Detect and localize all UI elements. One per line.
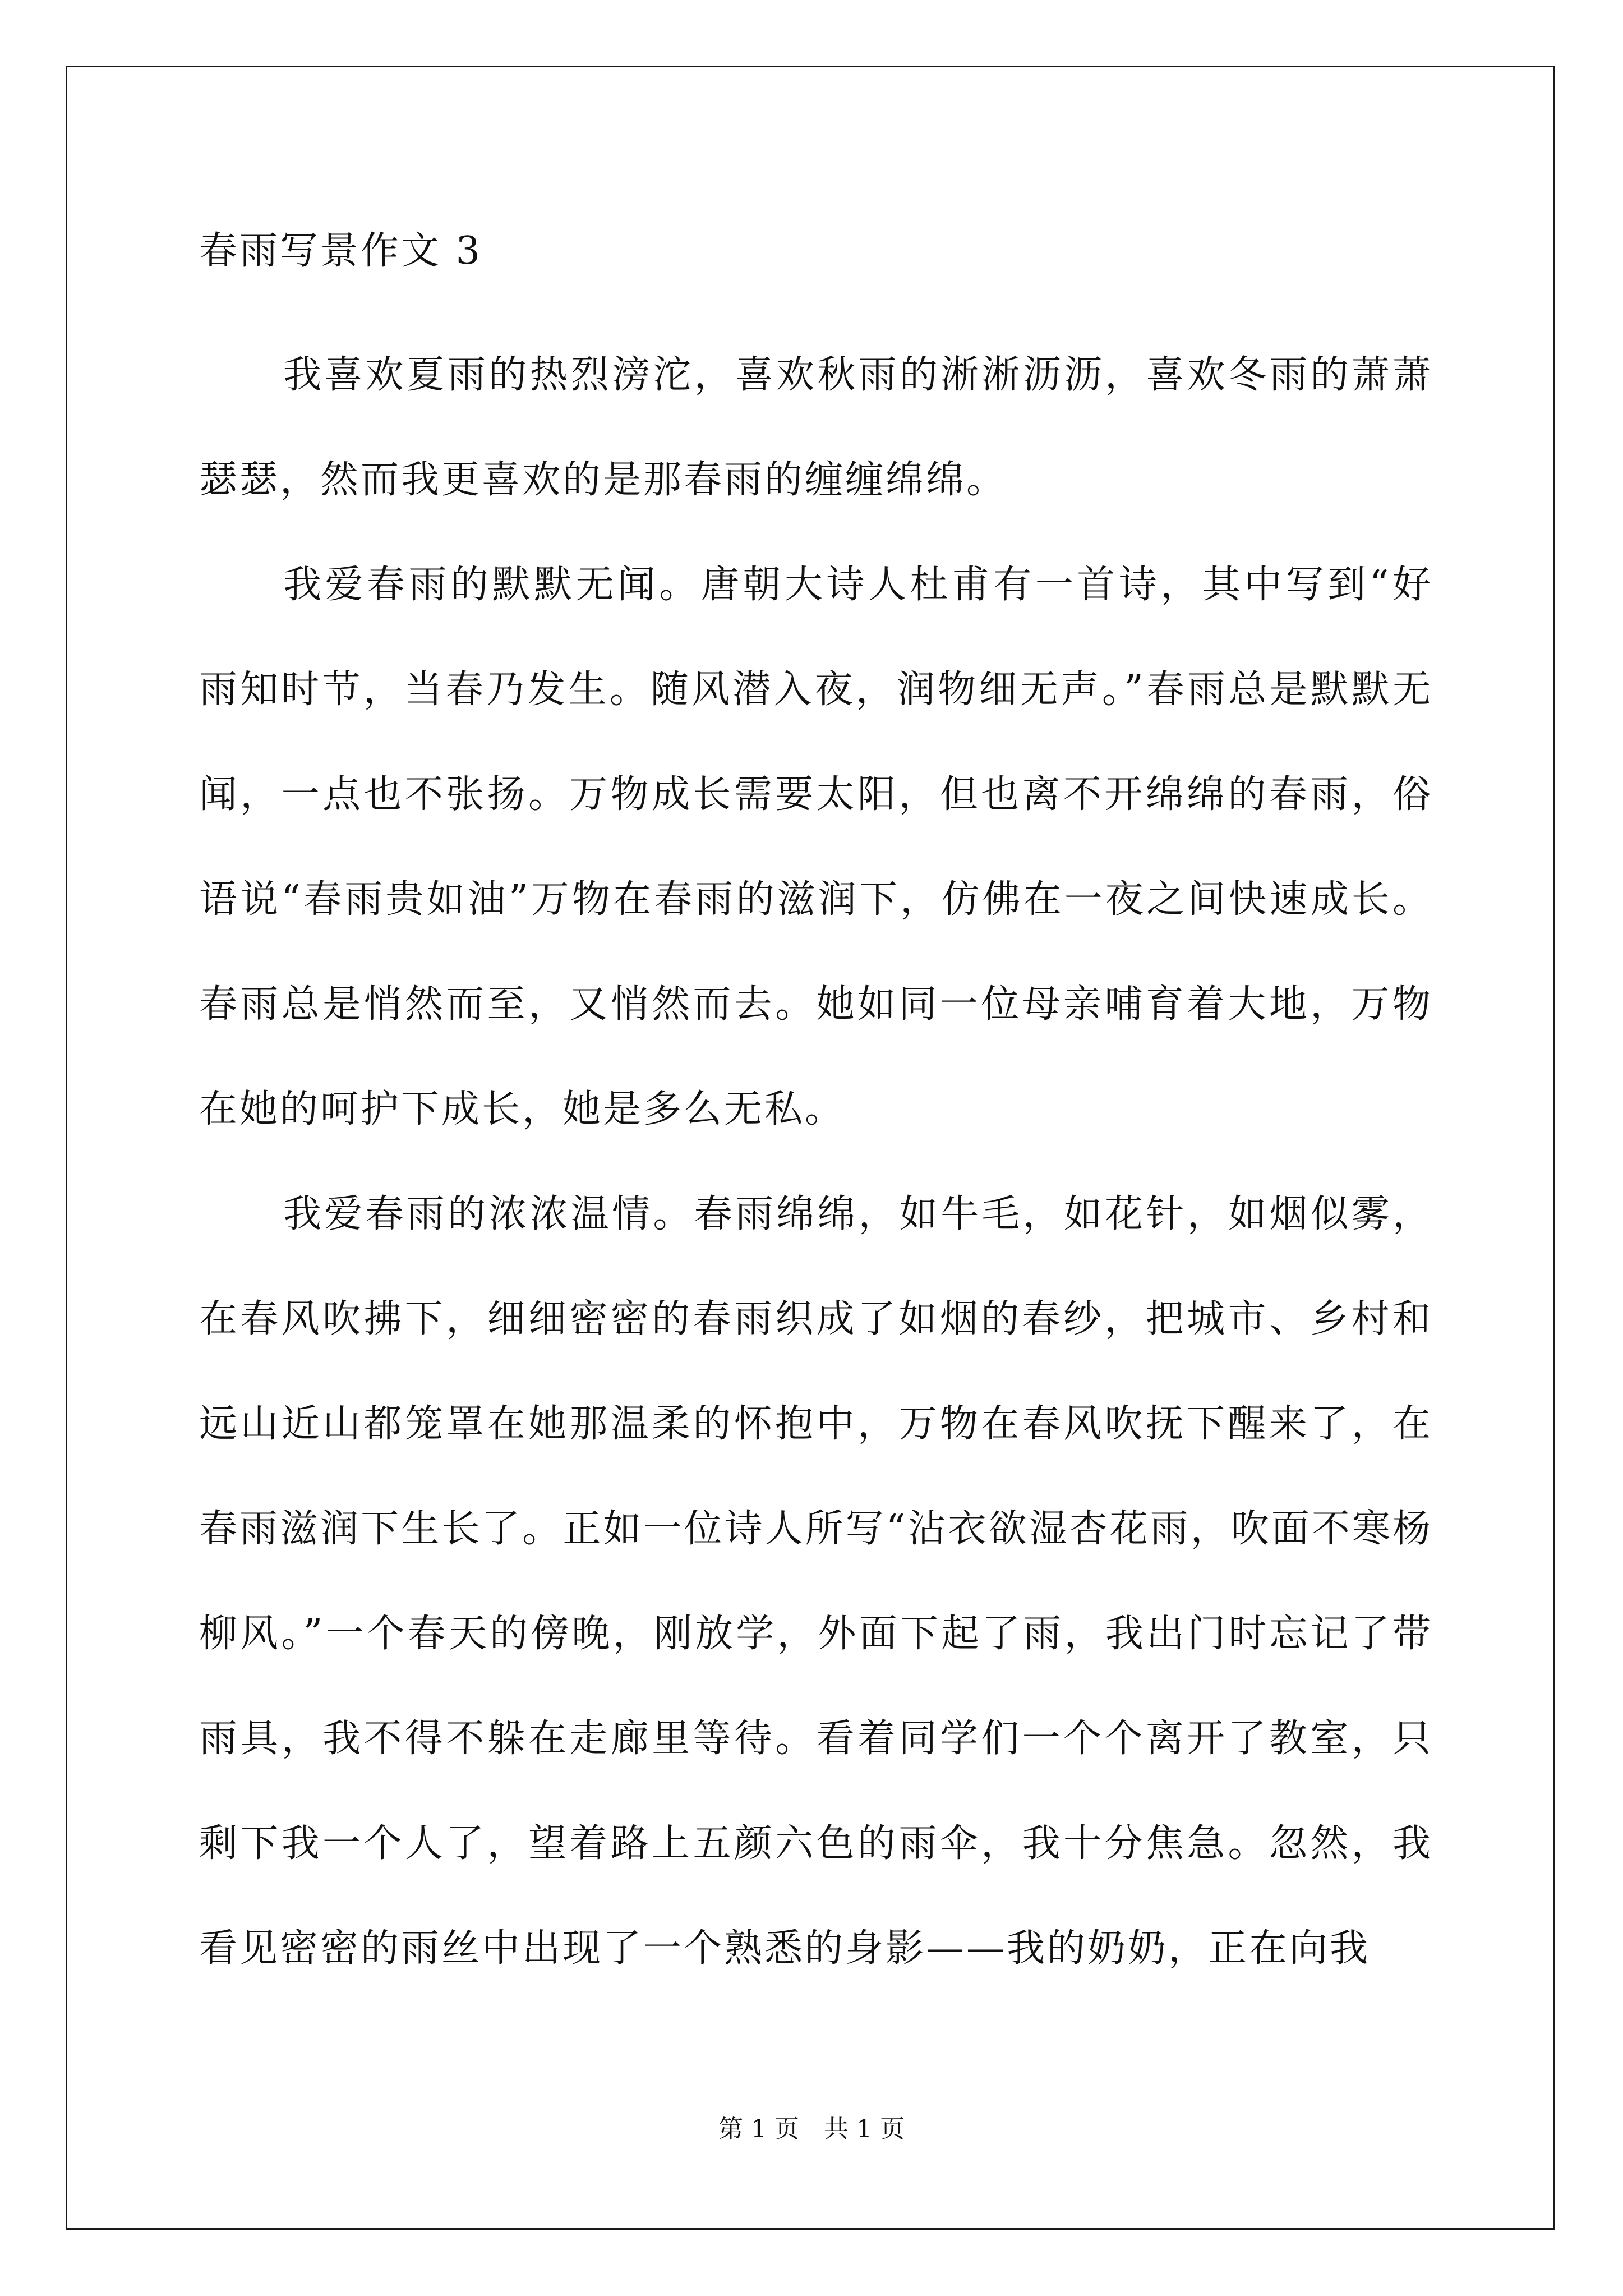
- page-footer: 第 1 页 共 1 页: [718, 2115, 905, 2143]
- document-title: 春雨写景作文 3: [199, 229, 482, 273]
- paragraph-1: 我喜欢夏雨的热烈滂沱，喜欢秋雨的淅淅沥沥，喜欢冬雨的萧萧瑟瑟，然而我更喜欢的是那春雨的缠缠绵绵。: [199, 353, 1433, 502]
- document-body: [199, 323, 1433, 2001]
- paragraph-2: 我爱春雨的默默无闻。唐朝大诗人杜甫有一首诗，其中写到“好雨知时节，当春乃发生。随风潜入夜，润物细无声。”春雨总是默默无闻，一点也不张扬。万物成长需要太阳，但也离不开绵绵的春雨，俗语说“春雨贵如油”万物在春雨的滋润下，仿佛在一夜之间快速成长。春雨总是悄然而至，又悄然而去。她如同一位母亲哺育着大地，万物在她的呵护下成长，她是多么无私。: [199, 563, 1433, 1131]
- paragraph-3: 我爱春雨的浓浓温情。春雨绵绵，如牛毛，如花针，如烟似雾，在春风吹拂下，细细密密的春雨织成了如烟的春纱，把城市、乡村和远山近山都笼罩在她那温柔的怀抱中，万物在春风吹抚下醒来了，在春雨滋润下生长了。正如一位诗人所写“沾衣欲湿杏花雨，吹面不寒杨柳风。”一个春天的傍晚，刚放学，外面下起了雨，我出门时忘记了带雨具，我不得不躲在走廊里等待。看着同学们一个个离开了教室，只剩下我一个人了，望着路上五颜六色的雨伞，我十分焦急。忽然，我看见密密的雨丝中出现了一个熟悉的身影——我的奶奶，正在向我: [199, 1192, 1433, 1971]
